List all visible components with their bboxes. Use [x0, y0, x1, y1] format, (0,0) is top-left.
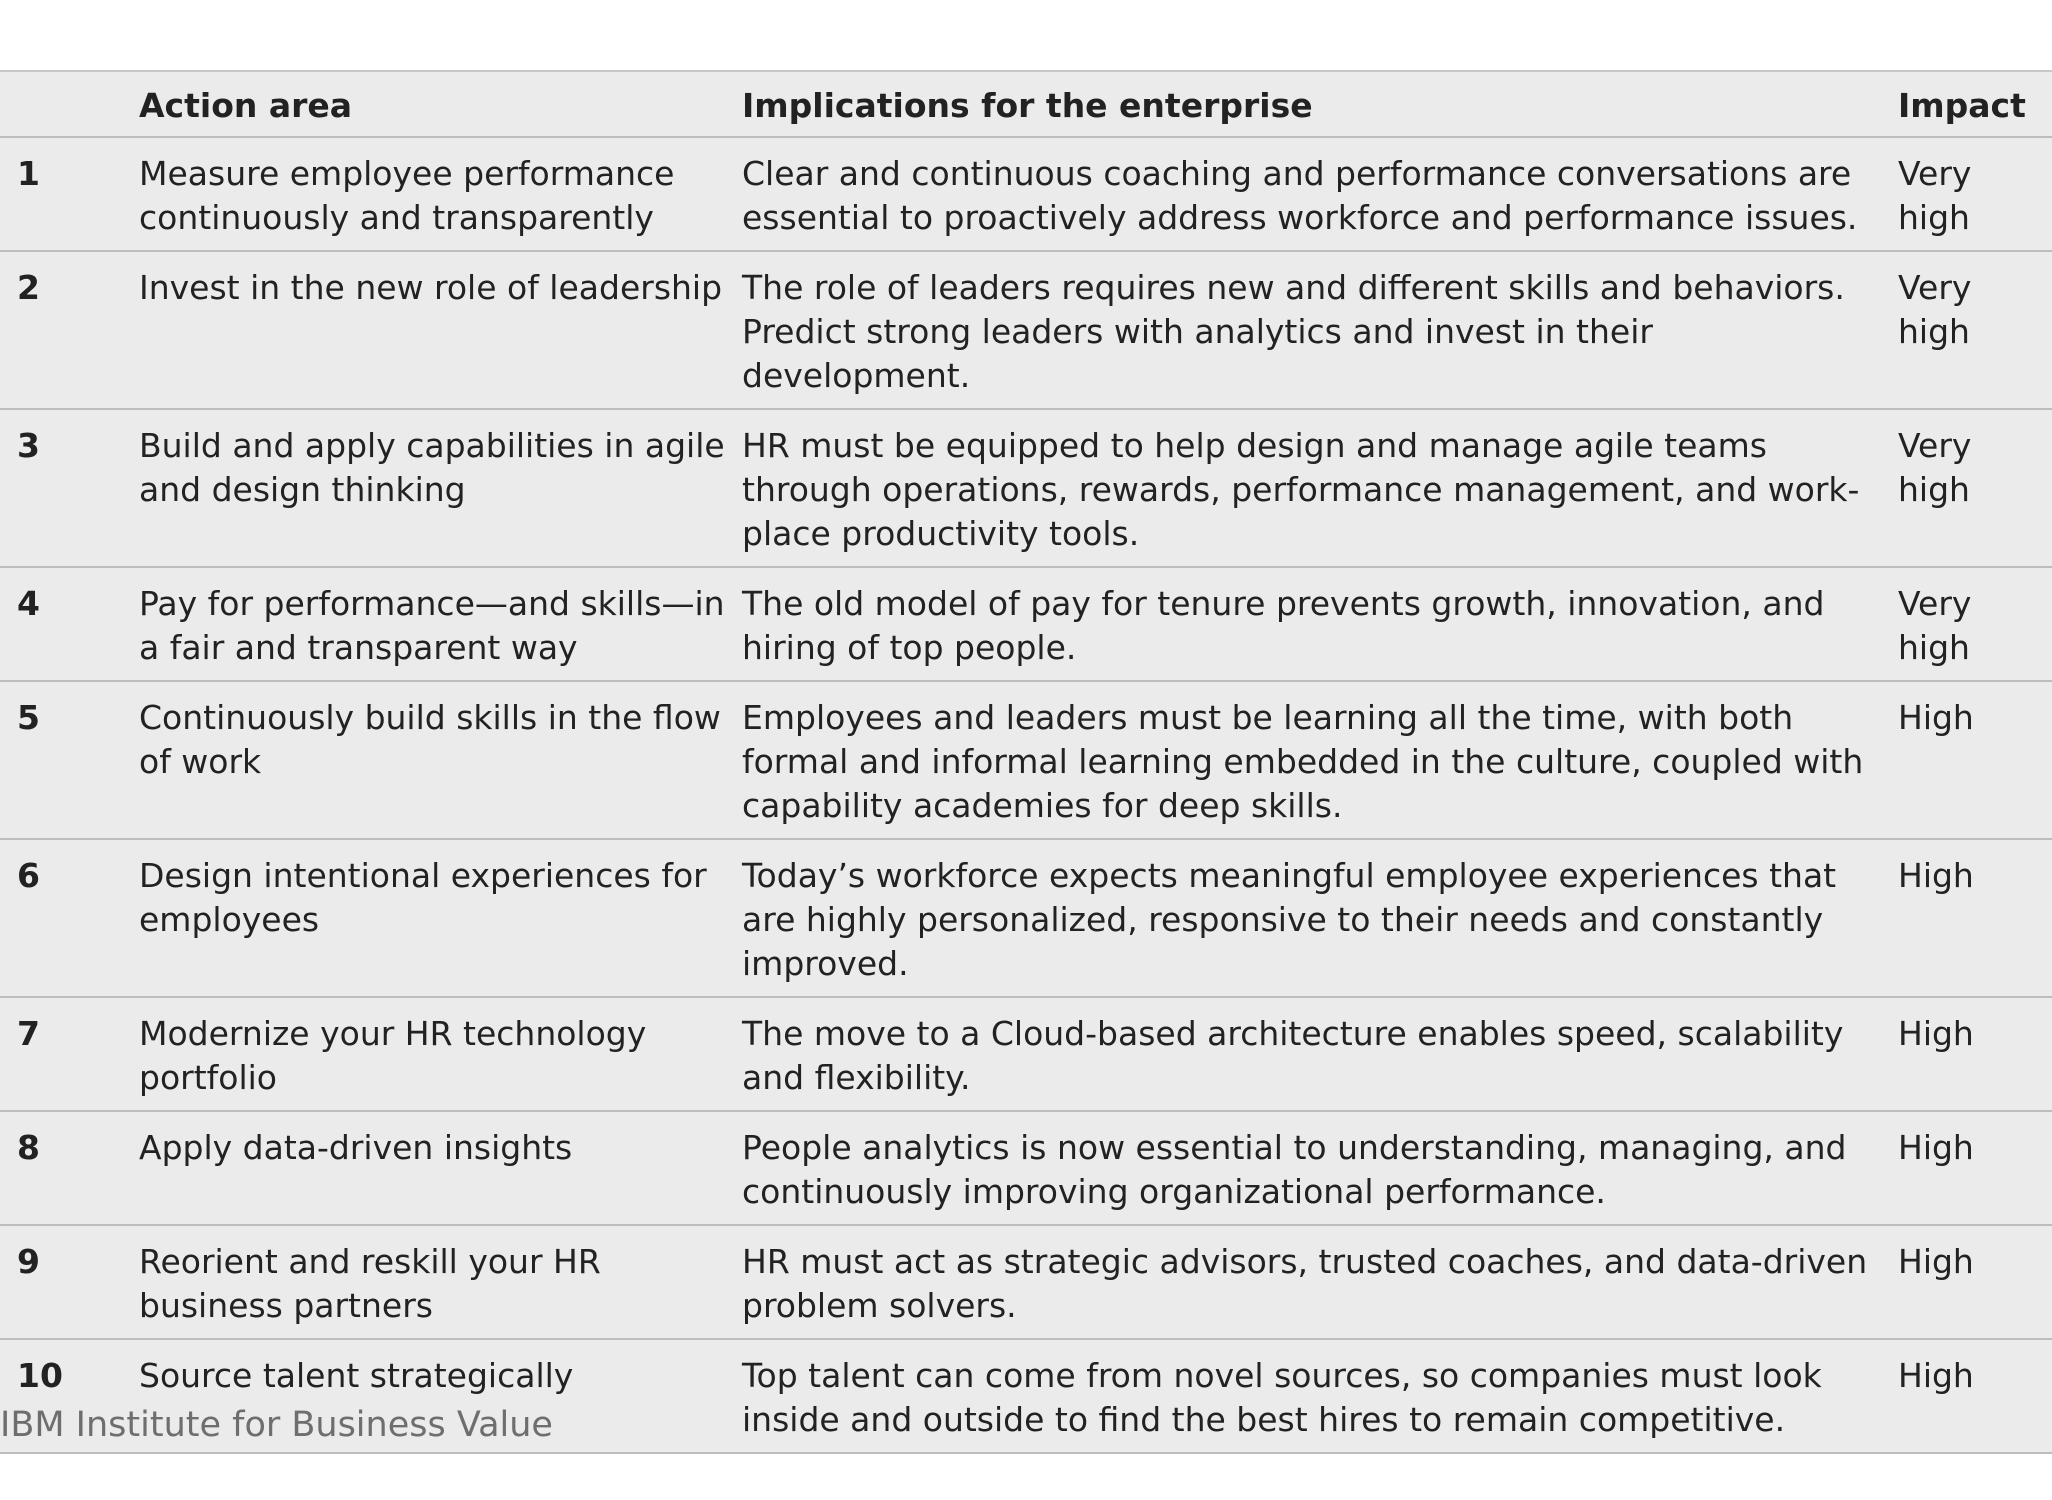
row-action-area: Source talent strategically: [139, 1356, 574, 1395]
row-implications: The role of leaders requires new and different skills and behaviors. Predict strong leaders with analytics and invest in their development.: [742, 268, 1845, 395]
row-number: 1: [17, 154, 40, 193]
row-number: 2: [17, 268, 40, 307]
action-table: [0, 70, 2052, 1454]
row-action-area: Apply data-driven insights: [139, 1128, 573, 1167]
row-implications: Top talent can come from novel sources, so companies must look inside and outside to find the best hires to remain competitive.: [742, 1356, 1822, 1439]
row-number: 4: [17, 584, 40, 623]
row-number: 8: [17, 1128, 40, 1167]
table-row: [0, 567, 2052, 681]
row-number: 6: [17, 856, 40, 895]
row-impact: Very high: [1898, 268, 1972, 351]
table-body: [0, 137, 2052, 1453]
table-row: [0, 839, 2052, 997]
header-row: [0, 71, 2052, 137]
row-implications: Clear and continuous coaching and performance conversations are essential to proactively address workforce and performance issues.: [742, 154, 1858, 237]
table-row: [0, 1111, 2052, 1225]
row-action-area: Build and apply capabilities in agile and design thinking: [139, 426, 725, 509]
table-row: [0, 997, 2052, 1111]
row-impact: Very high: [1898, 426, 1972, 509]
row-number: 7: [17, 1014, 40, 1053]
row-impact: High: [1898, 1242, 1974, 1281]
row-action-area: Reorient and reskill your HR business partners: [139, 1242, 601, 1325]
row-number: 10: [17, 1356, 63, 1395]
header-number: [0, 71, 139, 137]
table-row: [0, 1225, 2052, 1339]
row-action-area: Pay for performance—and skills—in a fair and transparent way: [139, 584, 725, 667]
row-impact: High: [1898, 1356, 1974, 1395]
row-implications: Employees and leaders must be learning all the time, with both formal and informal learning embedded in the culture, coupled with capability academies for deep skills.: [742, 698, 1864, 825]
table-header: [0, 71, 2052, 137]
row-action-area: Modernize your HR technology portfolio: [139, 1014, 647, 1097]
row-implications: The move to a Cloud-based architecture enables speed, scalability and flexibility.: [742, 1014, 1844, 1097]
row-impact: High: [1898, 856, 1974, 895]
row-impact: High: [1898, 1014, 1974, 1053]
row-action-area: Measure employee performance continuously and transparently: [139, 154, 675, 237]
row-action-area: Invest in the new role of leadership: [139, 268, 723, 307]
row-number: 3: [17, 426, 40, 465]
row-implications: People analytics is now essential to understanding, managing, and continuously improving organizational performance.: [742, 1128, 1847, 1211]
header-impact: Impact: [1898, 86, 2026, 125]
row-number: 5: [17, 698, 40, 737]
table-row: [0, 409, 2052, 567]
table-row: [0, 681, 2052, 839]
row-implications: HR must be equipped to help design and manage agile teams through operations, rewards, performance management, and work-place productivity tools.: [742, 426, 1860, 553]
row-implications: HR must act as strategic advisors, trusted coaches, and data-driven problem solvers.: [742, 1242, 1868, 1325]
header-implications: Implications for the enterprise: [742, 86, 1313, 125]
action-table-container: [0, 70, 2052, 1454]
row-implications: The old model of pay for tenure prevents growth, innovation, and hiring of top people.: [742, 584, 1825, 667]
table-row: [0, 251, 2052, 409]
row-action-area: Design intentional experiences for employees: [139, 856, 707, 939]
header-action-area: Action area: [139, 86, 353, 125]
row-impact: High: [1898, 1128, 1974, 1167]
row-impact: High: [1898, 698, 1974, 737]
row-impact: Very high: [1898, 154, 1972, 237]
row-implications: Today’s workforce expects meaningful employee experiences that are highly personalized, responsive to their needs and constantly improved.: [742, 856, 1837, 983]
table-row: [0, 137, 2052, 251]
row-impact: Very high: [1898, 584, 1972, 667]
row-action-area: Continuously build skills in the flow of work: [139, 698, 721, 781]
row-number: 9: [17, 1242, 40, 1281]
source-credit: IBM Institute for Business Value: [0, 1405, 553, 1445]
